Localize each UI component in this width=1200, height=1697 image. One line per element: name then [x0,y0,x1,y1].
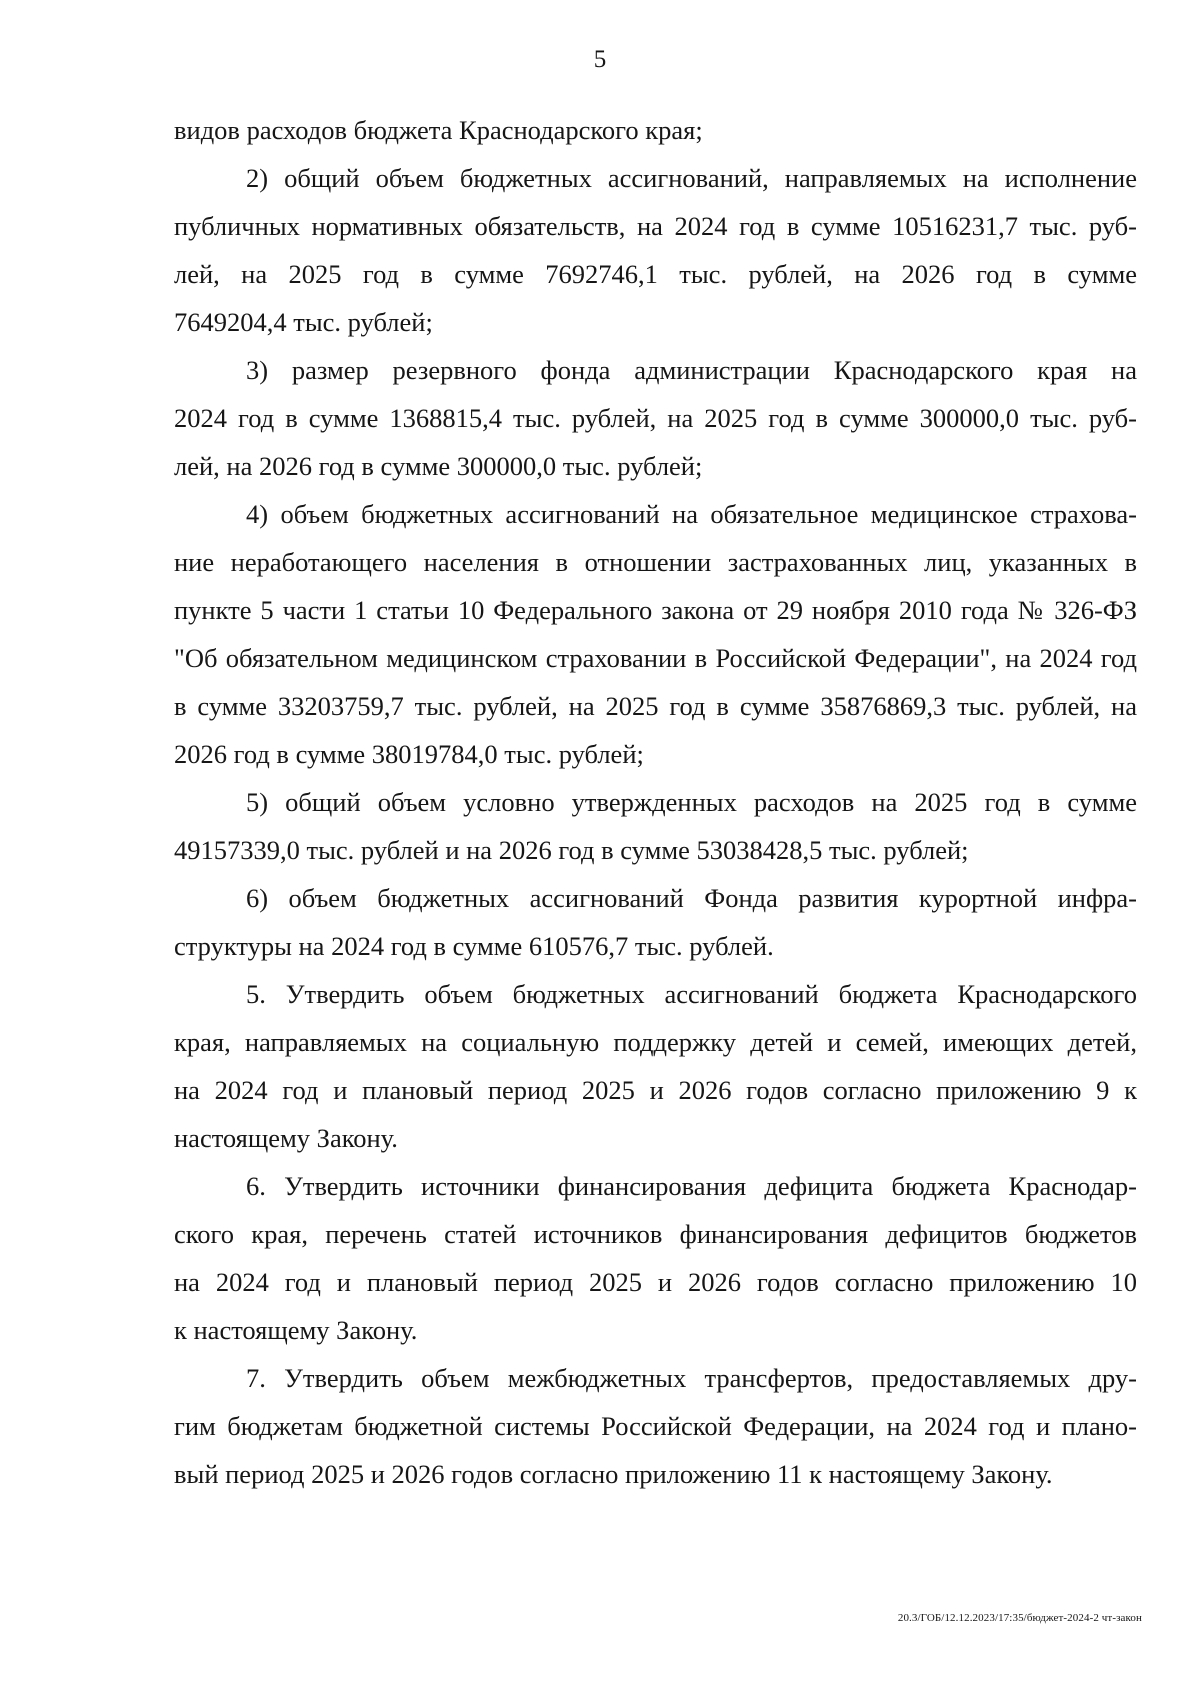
text-line: 4) объем бюджетных ассигнований на обязательное медицинское страхова- [246,499,1137,529]
text-line: 2024 год в сумме 1368815,4 тыс. рублей, на 2025 год в сумме 300000,0 тыс. руб- [174,403,1137,433]
text-line: 2) общий объем бюджетных ассигнований, направляемых на исполнение [246,163,1137,193]
text-line: 49157339,0 тыс. рублей и на 2026 год в сумме 53038428,5 тыс. рублей; [174,835,969,865]
text-line: "Об обязательном медицинском страховании в Российской Федерации", на 2024 год [174,643,1137,673]
text-line: 7. Утвердить объем межбюджетных трансфертов, предоставляемых дру- [246,1363,1137,1393]
text-line: на 2024 год и плановый период 2025 и 2026 годов согласно приложению 10 [174,1267,1137,1297]
text-line: 6. Утвердить источники финансирования дефицита бюджета Краснодар- [246,1171,1137,1201]
text-line: 6) объем бюджетных ассигнований Фонда развития курортной инфра- [246,883,1137,913]
text-line: публичных нормативных обязательств, на 2024 год в сумме 10516231,7 тыс. руб- [174,211,1137,241]
text-line: гим бюджетам бюджетной системы Российской Федерации, на 2024 год и плано- [174,1411,1137,1441]
text-line: лей, на 2025 год в сумме 7692746,1 тыс. рублей, на 2026 год в сумме [174,259,1137,289]
text-line: 5) общий объем условно утвержденных расходов на 2025 год в сумме [246,787,1137,817]
document-footer-code: 20.3/ГОБ/12.12.2023/17:35/бюджет-2024-2 чт-закон [897,1612,1142,1624]
text-line: видов расходов бюджета Краснодарского края; [174,115,703,145]
text-line: к настоящему Закону. [174,1315,418,1345]
document-body [174,106,1137,1498]
text-line: края, направляемых на социальную поддержку детей и семей, имеющих детей, [174,1027,1137,1057]
text-line: ского края, перечень статей источников финансирования дефицитов бюджетов [174,1219,1137,1249]
text-line: настоящему Закону. [174,1123,398,1153]
text-line: 5. Утвердить объем бюджетных ассигнований бюджета Краснодарского [246,979,1137,1009]
text-line: в сумме 33203759,7 тыс. рублей, на 2025 год в сумме 35876869,3 тыс. рублей, на [174,691,1137,721]
text-line: ние неработающего населения в отношении застрахованных лиц, указанных в [174,547,1137,577]
text-line: пункте 5 части 1 статьи 10 Федерального закона от 29 ноября 2010 года № 326-ФЗ [174,595,1137,625]
text-line: вый период 2025 и 2026 годов согласно приложению 11 к настоящему Закону. [174,1459,1053,1489]
text-line: 7649204,4 тыс. рублей; [174,307,433,337]
text-line: структуры на 2024 год в сумме 610576,7 тыс. рублей. [174,931,774,961]
text-line: на 2024 год и плановый период 2025 и 2026 годов согласно приложению 9 к [174,1075,1137,1105]
text-line: 3) размер резервного фонда администрации Краснодарского края на [246,355,1137,385]
page-number: 5 [593,46,607,73]
text-line: лей, на 2026 год в сумме 300000,0 тыс. рублей; [174,451,703,481]
text-line: 2026 год в сумме 38019784,0 тыс. рублей; [174,739,644,769]
